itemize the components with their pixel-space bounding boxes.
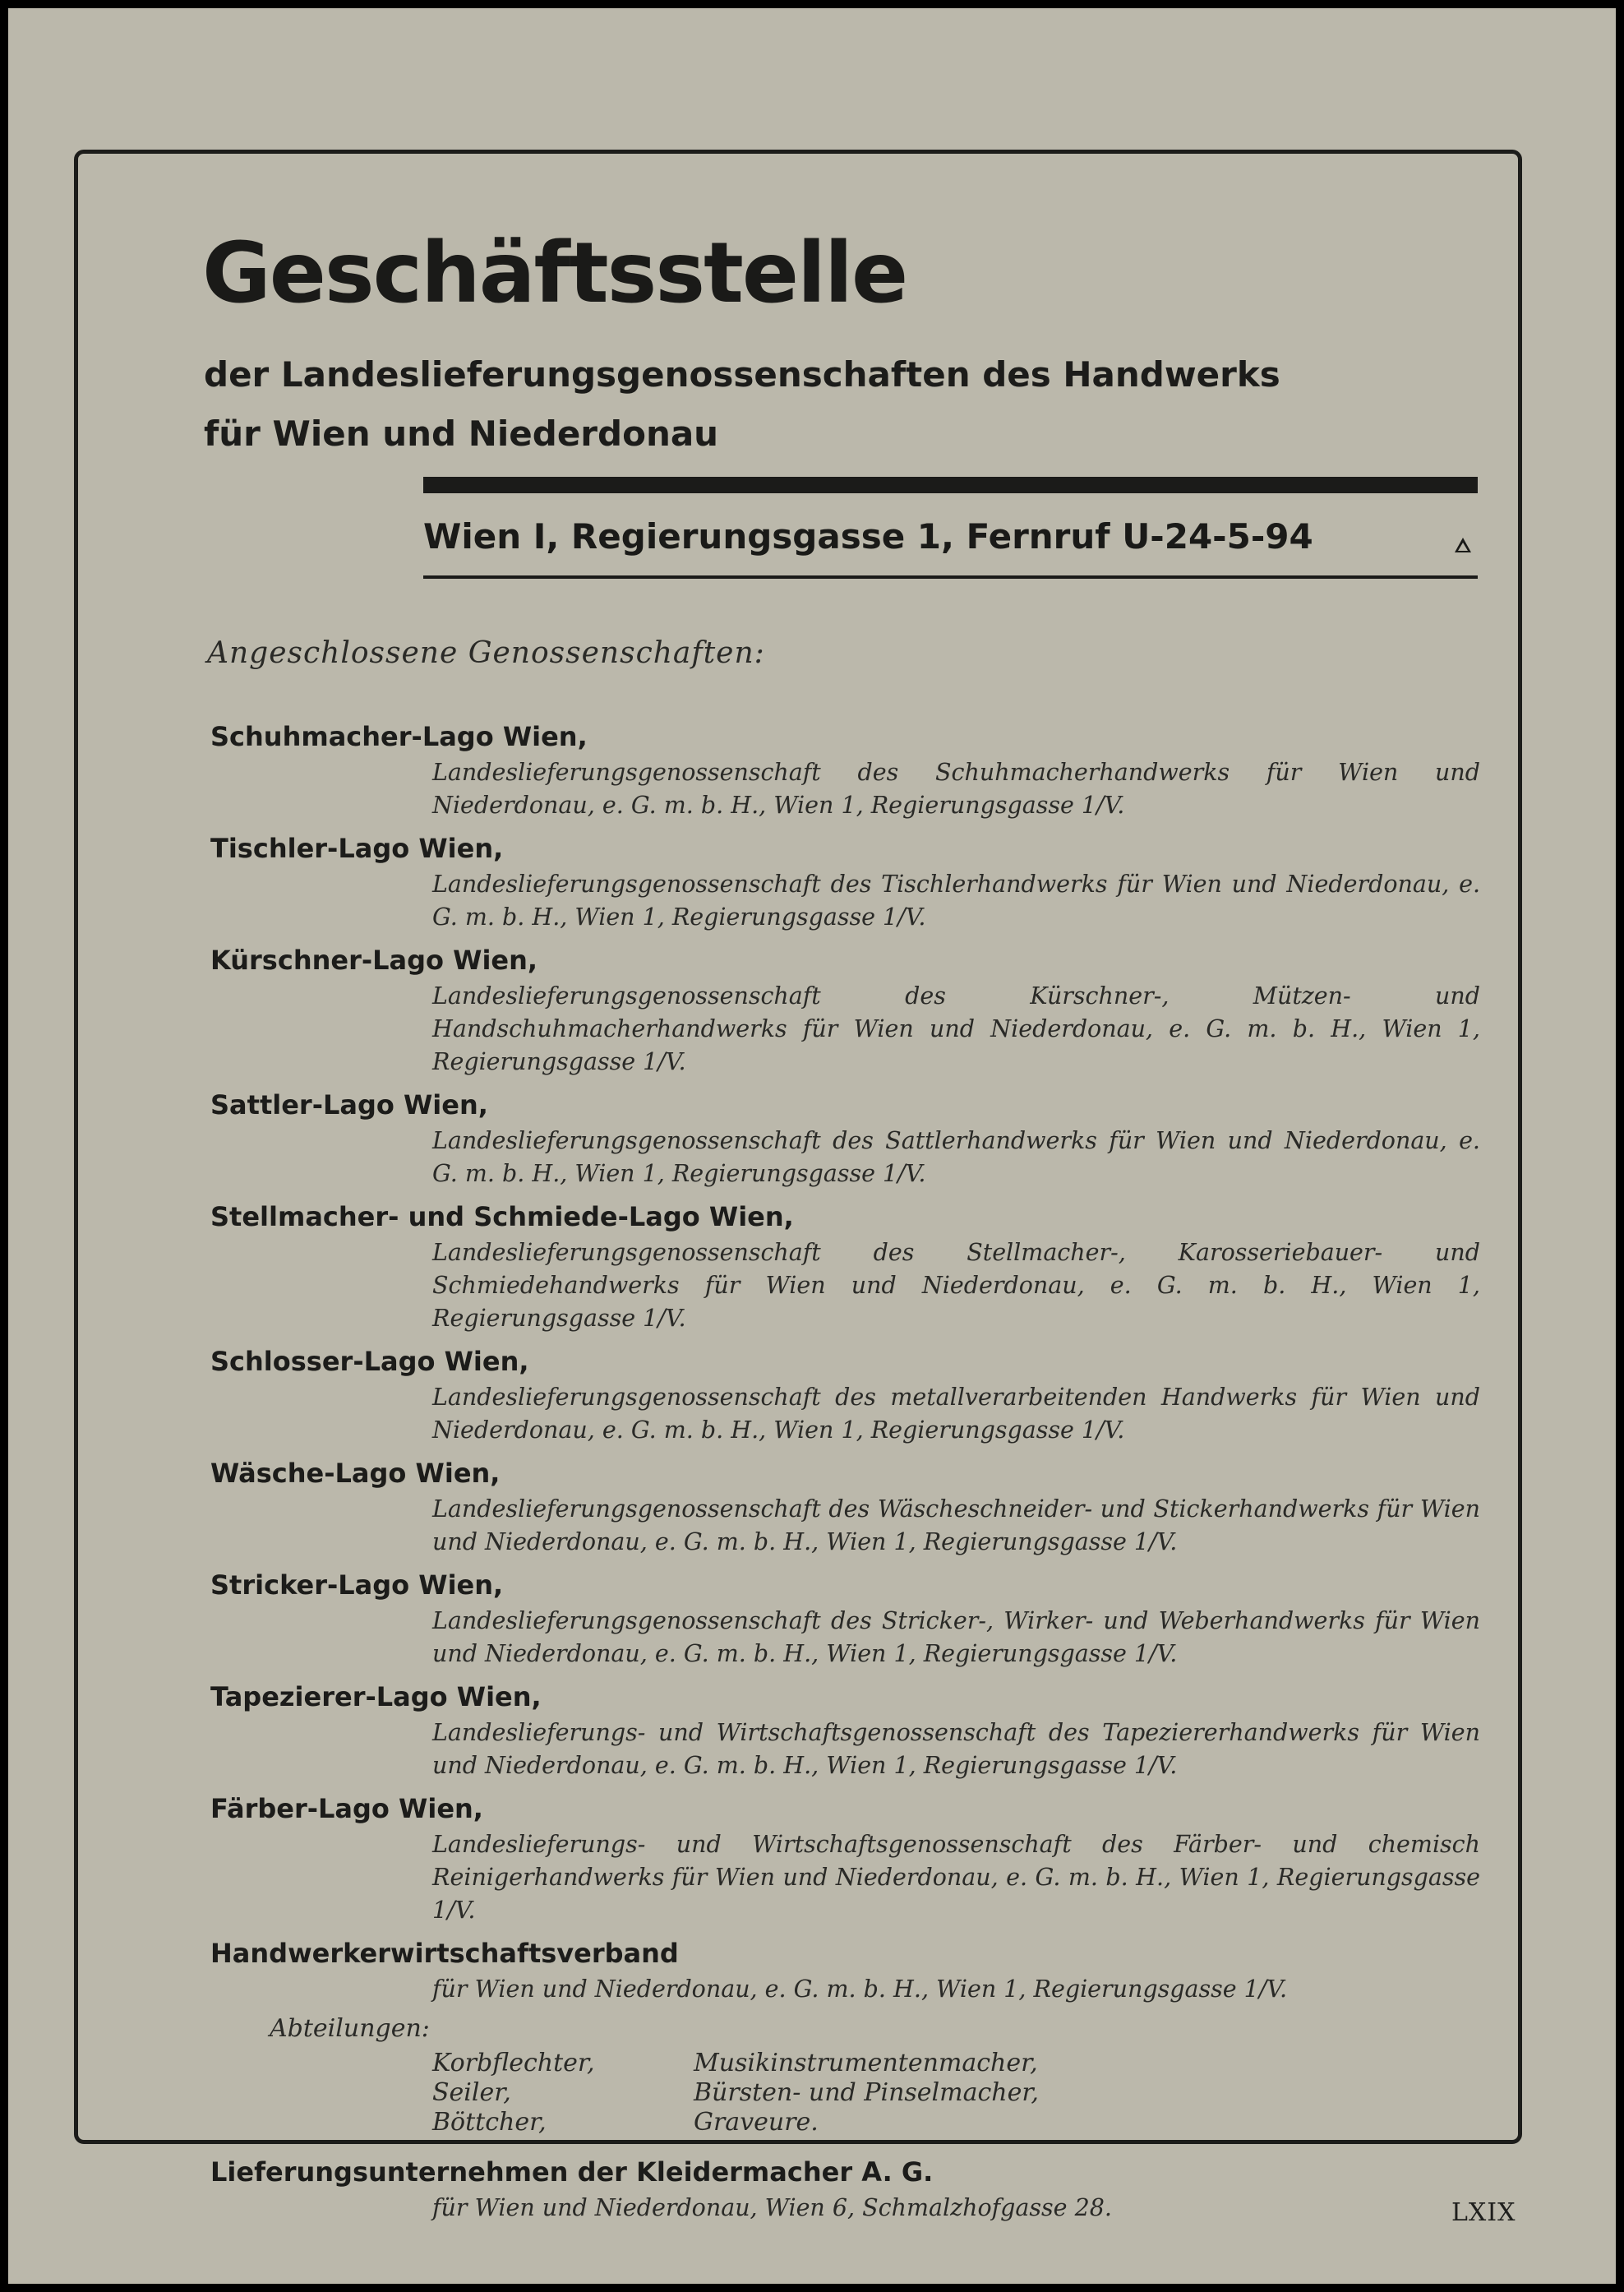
divisions-label: Abteilungen: [270, 2014, 430, 2043]
entry-description: für Wien und Niederdonau, e. G. m. b. H., Wien 1, Regierungsgasse 1/V. [432, 1975, 1288, 2003]
entry-name: Wäsche-Lago Wien, [210, 1458, 501, 1489]
division-item: Musikinstrumentenmacher, [694, 2049, 1038, 2077]
entry-name: Handwerkerwirtschaftsverband [210, 1938, 679, 1969]
list-item [210, 1342, 1480, 1447]
triangle-icon [1455, 538, 1471, 552]
entry-description: für Wien und Niederdonau, Wien 6, Schmalzhofgasse 28. [432, 2194, 1112, 2221]
entry-name: Stellmacher- und Schmiede-Lago Wien, [210, 1201, 794, 1232]
subtitle-line: für Wien und Niederdonau [204, 414, 719, 454]
entry-name: Tischler-Lago Wien, [210, 833, 504, 864]
list-item [210, 940, 1480, 1079]
thick-divider [423, 477, 1478, 493]
list-item [210, 1934, 1480, 2006]
document-page [8, 8, 1616, 2284]
page-subtitle [204, 345, 1280, 464]
division-item: Bürsten- und Pinselmacher, [694, 2078, 1039, 2107]
entry-name: Schuhmacher-Lago Wien, [210, 721, 588, 752]
entry-name: Stricker-Lago Wien, [210, 1569, 504, 1601]
entry-description: Landeslieferungsgenossenschaft des metallverarbeitenden Handwerks für Wien und Niederdonau, e. G. m. b. H., Wien 1, Regierungsgasse 1/V. [432, 1384, 1480, 1444]
list-item [210, 1677, 1480, 1782]
list-item [210, 1197, 1480, 1335]
entry-name: Schlosser-Lago Wien, [210, 1346, 529, 1377]
office-address: Wien I, Regierungsgasse 1, Fernruf U-24-5-94 [423, 516, 1313, 557]
list-item [210, 717, 1480, 822]
divisions-column [432, 2049, 595, 2137]
page-title: Geschäftsstelle [202, 224, 907, 322]
list-item [210, 829, 1480, 934]
list-item [210, 1789, 1480, 1927]
division-item: Seiler, [432, 2078, 511, 2107]
entry-description: Landeslieferungsgenossenschaft des Stellmacher-, Karosseriebauer- und Schmiedehandwerks für Wien und Niederdonau, e. G. m. b. H., Wien 1, Regierungsgasse 1/V. [432, 1239, 1480, 1332]
entry-name: Färber-Lago Wien, [210, 1793, 483, 1824]
thin-divider [423, 575, 1478, 579]
entry-description: Landeslieferungsgenossenschaft des Stricker-, Wirker- und Weberhandwerks für Wien und Niederdonau, e. G. m. b. H., Wien 1, Regierungsgasse 1/V. [432, 1607, 1480, 1667]
division-item: Böttcher, [432, 2108, 547, 2137]
entry-description: Landeslieferungsgenossenschaft des Tischlerhandwerks für Wien und Niederdonau, e. G. m. b. H., Wien 1, Regierungsgasse 1/V. [432, 871, 1480, 931]
division-item: Graveure. [694, 2108, 819, 2137]
entry-description: Landeslieferungsgenossenschaft des Sattlerhandwerks für Wien und Niederdonau, e. G. m. b. H., Wien 1, Regierungsgasse 1/V. [432, 1127, 1480, 1187]
list-item [210, 2152, 1480, 2225]
section-label: Angeschlossene Genossenschaften: [207, 636, 765, 670]
entry-description: Landeslieferungs- und Wirtschaftsgenossenschaft des Färber- und chemisch Reinigerhandwerks für Wien und Niederdonau, e. G. m. b. H., Wien 1, Regierungsgasse 1/V. [432, 1831, 1480, 1924]
entry-description: Landeslieferungsgenossenschaft des Kürschner-, Mützen- und Handschuhmacherhandwerks für Wien und Niederdonau, e. G. m. b. H., Wien 1, Regierungsgasse 1/V. [432, 982, 1480, 1075]
entry-name: Tapezierer-Lago Wien, [210, 1681, 542, 1712]
divisions-column [694, 2049, 1039, 2137]
entry-name: Kürschner-Lago Wien, [210, 945, 538, 976]
list-item [210, 1453, 1480, 1559]
list-item [210, 1565, 1480, 1670]
entry-description: Landeslieferungsgenossenschaft des Schuhmacherhandwerks für Wien und Niederdonau, e. G. m. b. H., Wien 1, Regierungsgasse 1/V. [432, 759, 1480, 819]
entry-name: Lieferungsunternehmen der Kleidermacher A. G. [210, 2156, 934, 2188]
divisions-block [210, 2012, 1480, 2146]
division-item: Korbflechter, [432, 2049, 595, 2077]
list-item [210, 1085, 1480, 1190]
entry-description: Landeslieferungsgenossenschaft des Wäscheschneider- und Stickerhandwerks für Wien und Niederdonau, e. G. m. b. H., Wien 1, Regierungsgasse 1/V. [432, 1495, 1480, 1555]
subtitle-line: der Landeslieferungsgenossenschaften des Handwerks [204, 354, 1280, 395]
entry-name: Sattler-Lago Wien, [210, 1089, 488, 1121]
entry-description: Landeslieferungs- und Wirtschaftsgenossenschaft des Tapeziererhandwerks für Wien und Niederdonau, e. G. m. b. H., Wien 1, Regierungsgasse 1/V. [432, 1719, 1480, 1779]
cooperative-list [210, 717, 1480, 2231]
page-number: LXIX [1451, 2198, 1516, 2227]
